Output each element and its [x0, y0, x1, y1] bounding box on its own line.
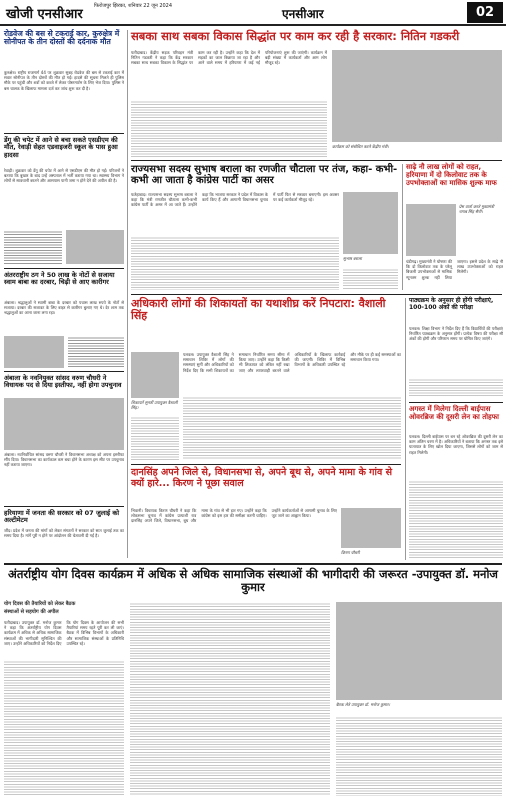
ambala-headline: अंबाला के नवनियुक्त सांसद वरुण चौधरी ने विधायक पद से दिया इस्तीफा, नहीं होगा उपचुनाव: [4, 374, 122, 390]
subhash-photo: [343, 192, 398, 254]
divider: [4, 133, 124, 134]
subhash-body-continued-2: [343, 268, 398, 290]
yoga-body: फरीदाबाद। उपायुक्त डॉ. मनोज कुमार ने कहा कि अंतर्राष्ट्रीय योग दिवस कार्यक्रम में अधिक से अधिक सामाजिक संस्थाओं की भागीदारी सुनिश्चित की जाए। उन्होंने अधिकारियों को निर्देश दिए कि योग दिवस के आयोजन की सभी तैयारियां समय रहते पूरी कर ली जाएं। बैठक में विभिन्न विभागों के अधिकारी और सामाजिक संस्थाओं के प्रतिनिधि उपस्थित रहे।: [4, 620, 124, 646]
column-divider: [402, 164, 403, 290]
subhash-headline: राज्यसभा सदस्य सुभाष बराला का रणजीत चौटाला पर तंज, कहा- कभी-कभी आ जाता है कांग्रेस पार्टी का असर: [131, 164, 398, 187]
fee-photo: [406, 204, 456, 256]
notes-photo: [4, 336, 64, 368]
gadkari-body-continued: [131, 100, 327, 158]
bus-body: कुरुक्षेत्र। राष्ट्रीय राजमार्ग 44 पर शुक्रवार सुबह रोडवेज की बस से टकराई कार में सवार सोनीपत के तीन दोस्तों की मौत हो गई। हादसे की सूचना मिलते ही पुलिस मौके पर पहुंची और शवों को कब्जे में लेकर पोस्टमार्टम के लिए भेज दिया। पुलिस ने बस चालक के खिलाफ मामला दर्ज कर जांच शुरू कर दी है।: [4, 70, 124, 91]
airport-body-continued: [409, 480, 503, 558]
yoga-headline: अंतर्राष्ट्रीय योग दिवस कार्यक्रम में अधिक से अधिक सामाजिक संस्थाओं की भागीदारी की जरूरत -उपायुक्त डॉ. मनोज कुमार: [8, 567, 498, 594]
notes-headline: अंतरराष्ट्रीय ठग ने 50 लाख के नोटों से सजाया स्वाम बाबा का दरबार, चिढ़ी से आए कारीगर: [4, 271, 115, 287]
vaishali-photo-caption: शिकायतें सुनतीं उपायुक्त वैशाली सिंह।: [131, 400, 178, 410]
vaishali-body: पलवल। उपायुक्त वैशाली सिंह ने समाधान शिविर में लोगों की समस्याएं सुनीं और अधिकारियों को निर्देश दिए कि सभी शिकायतों का समाधान निर्धारित समय सीमा में किया जाए। उन्होंने कहा कि किसी भी शिकायत को लंबित नहीं रखा जाए और लापरवाही बरतने वाले अधिकारियों के खिलाफ कार्रवाई की जाएगी। शिविर में विभिन्न विभागों के अधिकारी उपस्थित रहे और मौके पर ही कई समस्याओं का समाधान किया गया।: [183, 352, 401, 373]
bus-headline: रोडवेज की बस से टकराई कार, कुरुक्षेत्र में सोनीपत के तीन दोस्तों की दर्दनाक मौत: [4, 29, 120, 47]
vaishali-headline: अधिकारी लोगों की शिकायतों का यथाशीघ्र करें निपटारा: वैशाली सिंह: [131, 297, 386, 323]
gadkari-headline: सबका साथ सबका विकास सिद्धांत पर काम कर रही है सरकार: नितिन गडकरी: [131, 29, 460, 43]
dengue-photo: [66, 230, 124, 264]
yoga-bullet-1: योग दिवस की तैयारियों को लेकर बैठक: [4, 601, 76, 607]
column-divider: [127, 30, 128, 558]
fee-body: चंडीगढ़। मुख्यमंत्री ने घोषणा की कि दो किलोवाट तक के घरेलू बिजली उपभोक्ताओं से मासिक न्यूनतम शुल्क नहीं लिया जाएगा। इससे प्रदेश के साढ़े नौ लाख उपभोक्ताओं को राहत मिलेगी।: [406, 259, 503, 280]
gadkari-photo-caption: कार्यक्रम को संबोधित करते केंद्रीय मंत्री।: [332, 144, 389, 149]
ambala-body: अंबाला। नवनिर्वाचित सांसद वरुण चौधरी ने विधानसभा अध्यक्ष को अपना इस्तीफा सौंप दिया। विधानसभा का कार्यकाल कम बचा होने के कारण इस सीट पर उपचुनाव नहीं कराया जाएगा।: [4, 452, 124, 468]
divider: [131, 294, 502, 295]
divider: [131, 160, 502, 161]
yoga-photo: [336, 602, 502, 700]
page-number: 02: [467, 2, 503, 23]
dateline: फिरोजपुर झिरका, शनिवार 22 जून 2024: [94, 3, 173, 9]
divider: [4, 506, 124, 507]
yoga-body-continued-3: [336, 716, 502, 796]
notes-body: अंबाला। श्रद्धालुओं ने स्वामी बाबा के दरबार को पचास लाख रुपये के नोटों से सजाया। दरबार की सजावट के लिए बाहर से कारीगर बुलाए गए थे। देर शाम तक श्रद्धालुओं का आना जाना लगा रहा।: [4, 300, 124, 316]
dengue-body-continued: [4, 230, 62, 264]
hike-headline: हरियाणा में जनता की सरकार को 07 जुलाई को अल्टीमेटम: [4, 509, 120, 525]
subhash-photo-caption: सुभाष बराला: [343, 256, 362, 261]
exam-body: पलवल। शिक्षा विभाग ने निर्देश दिए हैं कि विद्यार्थियों की परीक्षाएं निर्धारित पाठ्यक्रम के अनुसार होंगी। प्रत्येक विषय की परीक्षा सौ अंकों की होगी और परिणाम समय पर घोषित किए जाएंगे।: [409, 326, 503, 342]
gadkari-body: फरीदाबाद। केंद्रीय सड़क परिवहन मंत्री नितिन गडकरी ने कहा कि केंद्र सरकार सबका साथ सबका विकास के सिद्धांत पर काम कर रही है। उन्होंने कहा कि देश में सड़कों का जाल बिछाया जा रहा है और आने वाले समय में हरियाणा में कई नई परियोजनाएं शुरू की जाएंगी। कार्यक्रम में बड़ी संख्या में कार्यकर्ता और आम लोग मौजूद रहे।: [131, 50, 327, 66]
divider: [4, 563, 502, 565]
dengue-body: रेवाड़ी। शुक्रवार को डेंगू की चपेट में आने से एसडीएम की मौत हो गई। परिजनों ने बताया कि बुखार के बाद उन्हें अस्पताल में भर्ती कराया गया था। स्वास्थ्य विभाग ने लोगों से सावधानी बरतने और आसपास पानी जमा न होने देने की अपील की है।: [4, 168, 124, 184]
divider: [131, 464, 401, 465]
divider: [409, 402, 503, 403]
brand-name: खोजी एनसीआर: [6, 7, 83, 22]
yoga-bullet-2: संस्थाओं से सहयोग की अपील: [4, 609, 59, 615]
fee-headline: साढ़े नौ लाख लोगों को राहत, हरियाणा में दो किलोवाट तक के उपभोक्ताओं का मासिक शुल्क माफ: [406, 163, 497, 187]
gadkari-photo: [332, 50, 502, 142]
dengue-headline: डेंगू की चपेट में आने से बचा सकते एसडीएम की मौत, रेवाड़ी सेहत एडवाइजरी स्कूल के पास हुआ हादसा: [4, 136, 118, 159]
divider: [4, 371, 124, 372]
exam-headline: पाठ्यक्रम के अनुसार ही होंगी परीक्षाएं, 100-100 अंकों की परीक्षा: [409, 297, 494, 311]
notes-body-continued: [68, 336, 124, 368]
column-divider: [405, 298, 406, 560]
subhash-body-continued: [131, 236, 339, 290]
yoga-photo-caption: बैठक लेते उपायुक्त डॉ. मनोज कुमार।: [336, 702, 390, 707]
ambala-photo: [4, 398, 124, 450]
subhash-body: फतेहाबाद। राज्यसभा सदस्य सुभाष बराला ने कहा कि मंत्री रणजीत चौटाला कभी-कभी कांग्रेस पार्टी के असर में आ जाते हैं। उन्होंने कहा कि भाजपा सरकार ने प्रदेश में विकास के कार्य किए हैं और आगामी विधानसभा चुनाव में पार्टी फिर से सरकार बनाएगी। इस अवसर पर कई कार्यकर्ता मौजूद रहे।: [131, 192, 339, 208]
yoga-body-continued-2: [130, 602, 330, 796]
danveer-headline: दानसिंह अपने जिले से, विधानसभा से, अपने बूथ से, अपने मामा के गांव से क्यों हारे... किरण ने पूछा सवाल: [131, 467, 392, 489]
yoga-body-continued: [4, 660, 124, 796]
vaishali-photo: [131, 352, 179, 398]
exam-body-continued: [409, 378, 503, 398]
danveer-body: भिवानी। विधायक किरण चौधरी ने कहा कि लोकसभा चुनाव में कांग्रेस प्रत्याशी राव दानसिंह अपने जिले, विधानसभा, बूथ और मामा के गांव से भी हार गए। उन्होंने कहा कि कांग्रेस को इस हार की समीक्षा करनी चाहिए। उन्होंने कार्यकर्ताओं से आगामी चुनाव के लिए जुट जाने का आह्वान किया।: [131, 508, 337, 524]
divider: [4, 268, 124, 269]
fee-photo-caption: प्रेस वार्ता करते मुख्यमंत्री नायब सिंह सैनी।: [459, 204, 495, 214]
vaishali-body-continued-2: [131, 416, 179, 460]
airport-headline: अगस्त में मिलेगा दिल्ली बाईपास ओवरब्रिज की दूसरी लेन का तोहफा: [409, 405, 499, 421]
danveer-photo-caption: किरण चौधरी: [341, 550, 360, 555]
airport-body: पलवल। दिल्ली बाईपास पर बन रहे ओवरब्रिज की दूसरी लेन का काम अंतिम चरण में है। अधिकारियों ने बताया कि अगस्त तक इसे यातायात के लिए खोल दिया जाएगा, जिससे लोगों को जाम से राहत मिलेगी।: [409, 434, 503, 455]
hike-body: जींद। प्रदेश में जनता की मांगों को लेकर संगठनों ने सरकार को सात जुलाई तक का समय दिया है। मांगें पूरी न होने पर आंदोलन की चेतावनी दी गई है।: [4, 528, 124, 539]
danveer-photo: [341, 508, 401, 548]
vaishali-body-continued: [183, 396, 401, 460]
section-title: एनसीआर: [282, 7, 324, 21]
